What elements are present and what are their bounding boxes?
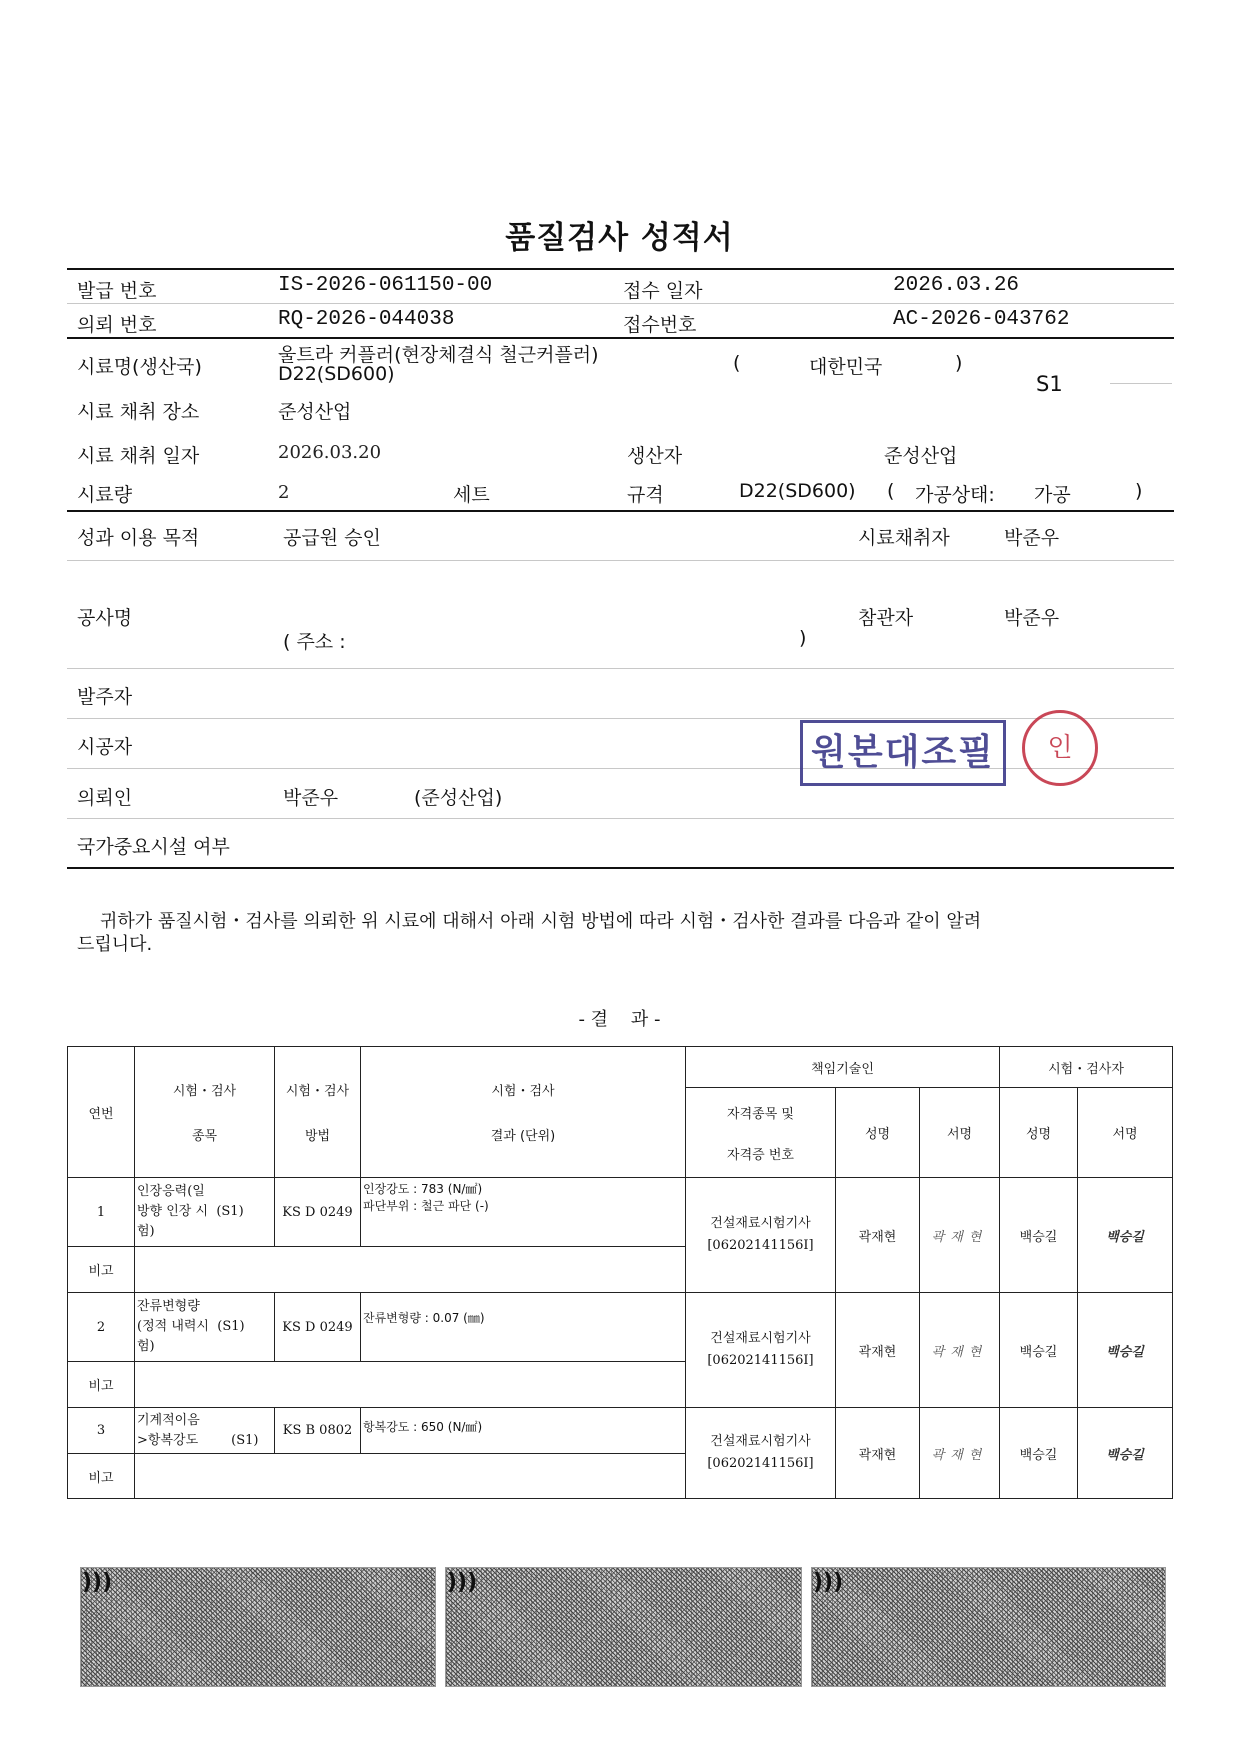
row-item-line1: 기계적이음 — [137, 1412, 200, 1428]
country-open-paren: ( — [733, 352, 741, 374]
row-result-line2: 파단부위 : 철근 파단 (-) — [363, 1199, 489, 1213]
row-result-line1: 항복강도 : 650 (N/㎟) — [363, 1420, 483, 1434]
requester-company: (준성산업) — [414, 787, 503, 809]
row-item-line3: 험) — [137, 1224, 155, 1239]
observer-value: 박준우 — [1004, 607, 1060, 629]
request-no-value: RQ-2026-044038 — [278, 308, 455, 331]
remark-value — [135, 1454, 686, 1499]
requester-label: 의뢰인 — [77, 787, 133, 809]
row-item-line1: 잔류변형량 — [137, 1299, 200, 1314]
country-close-paren: ) — [955, 352, 963, 374]
code-mark-icon-1: ))) — [82, 1570, 113, 1595]
sample-place-label: 시료 채취 장소 — [77, 401, 200, 423]
issue-no-label: 발급 번호 — [77, 280, 157, 302]
row-item-line2: (정적 내력시 (S1) — [137, 1319, 245, 1334]
purpose-value: 공급원 승인 — [283, 527, 381, 549]
resp-sign-header: 서명 — [920, 1088, 1000, 1178]
remark-label: 비고 — [68, 1454, 135, 1499]
address-open: ( 주소 : — [283, 631, 346, 653]
remark-label: 비고 — [68, 1362, 135, 1408]
row-tester-name: 백승길 — [1000, 1408, 1078, 1499]
row-qual-line1: 건설재료시험기사 — [710, 1331, 811, 1346]
row-qual — [686, 1408, 836, 1499]
row-resp-signature: 곽재현 — [920, 1293, 1000, 1408]
row-item-line2: 방향 인장 시 (S1) — [137, 1204, 244, 1219]
project-label: 공사명 — [77, 607, 133, 629]
receipt-date-value: 2026.03.26 — [893, 274, 1020, 297]
process-value: 가공 — [1034, 484, 1071, 506]
sampler-label: 시료채취자 — [858, 527, 950, 549]
row-resp-name: 곽재현 — [836, 1178, 920, 1293]
row-item-line3: 험) — [137, 1339, 155, 1354]
row-result-line1: 인장강도 : 783 (N/㎟) — [363, 1182, 483, 1196]
resp-name-header: 성명 — [836, 1088, 920, 1178]
contractor-label: 시공자 — [77, 736, 133, 758]
col-item-header-top: 시험・검사 — [172, 1084, 237, 1099]
notice-line1: 귀하가 품질시험・검사를 의뢰한 위 시료에 대해서 아래 시험 방법에 따라 시험・검사한 결과를 다음과 같이 알려 — [100, 911, 982, 932]
code-mark-icon-2: ))) — [447, 1570, 478, 1595]
purpose-rule — [67, 560, 1174, 561]
sample-qty-value: 2 — [278, 482, 290, 503]
row-qual-line1: 건설재료시험기사 — [710, 1434, 811, 1449]
tester-header: 시험・검사자 — [1000, 1047, 1173, 1088]
row-resp-name: 곽재현 — [836, 1408, 920, 1499]
spec-label: 규격 — [627, 484, 664, 506]
row-qual — [686, 1293, 836, 1408]
header-mid-rule — [67, 303, 1174, 304]
sample-date-label: 시료 채취 일자 — [77, 445, 200, 467]
row-resp-signature: 곽재현 — [920, 1408, 1000, 1499]
row-no: 1 — [68, 1178, 135, 1247]
receipt-no-value: AC-2026-043762 — [893, 308, 1070, 331]
row-result — [361, 1293, 686, 1362]
country-value: 대한민국 — [809, 356, 883, 378]
info-bottom-rule — [67, 867, 1174, 869]
row-qual-line2: [06202141156I] — [707, 1238, 814, 1253]
row-method: KS B 0802 — [275, 1408, 361, 1454]
request-no-label: 의뢰 번호 — [77, 314, 157, 336]
producer-label: 생산자 — [627, 445, 683, 467]
col-item-header — [135, 1047, 275, 1178]
address-close: ) — [799, 627, 807, 649]
sample-place-value: 준성산업 — [278, 401, 352, 423]
receipt-no-label: 접수번호 — [623, 314, 697, 336]
notice-line2: 드립니다. — [77, 934, 153, 955]
qual-header — [686, 1088, 836, 1178]
row-item-line2: >항복강도 (S1) — [137, 1432, 259, 1448]
row-no: 2 — [68, 1293, 135, 1362]
national-facility-label: 국가중요시설 여부 — [77, 836, 230, 858]
row-item-line1: 인장응력(일 — [137, 1184, 205, 1199]
producer-value: 준성산업 — [884, 445, 958, 467]
project-rule — [67, 668, 1174, 669]
sample-name-line1: 울트라 커플러(현장체결식 철근커플러) — [278, 344, 599, 366]
row-result — [361, 1408, 686, 1454]
row-qual — [686, 1178, 836, 1293]
sampler-value: 박준우 — [1004, 527, 1060, 549]
sample-date-value: 2026.03.20 — [278, 442, 382, 463]
purpose-label: 성과 이용 목적 — [77, 527, 200, 549]
official-seal: 인 — [1022, 710, 1098, 786]
results-heading: - 결 과 - — [578, 1009, 661, 1030]
row-qual-line2: [06202141156I] — [707, 1456, 814, 1471]
row-item — [135, 1178, 275, 1247]
remark-value — [135, 1362, 686, 1408]
sample-qty-label: 시료량 — [77, 484, 133, 506]
row-method: KS D 0249 — [275, 1293, 361, 1362]
process-open-paren: ( — [887, 480, 895, 502]
spec-value: D22(SD600) — [739, 480, 856, 502]
row-qual-line2: [06202141156I] — [707, 1353, 814, 1368]
col-method-header-bottom: 방법 — [304, 1129, 331, 1144]
table-row — [68, 1178, 1173, 1247]
qual-header-bottom: 자격증 번호 — [727, 1147, 794, 1163]
sample-qty-unit: 세트 — [453, 484, 490, 506]
issue-no-value: IS-2026-061150-00 — [278, 274, 493, 297]
observer-label: 참관자 — [858, 607, 914, 629]
row-tester-signature: 백승길 — [1078, 1408, 1173, 1499]
client-label: 발주자 — [77, 686, 133, 708]
header-bottom-rule — [67, 337, 1174, 339]
contractor-rule — [67, 768, 1174, 769]
code-mark-icon-3: ))) — [813, 1570, 844, 1595]
row-resp-signature: 곽재현 — [920, 1178, 1000, 1293]
sample-code: S1 — [1036, 372, 1063, 396]
col-result-header-top: 시험・검사 — [491, 1084, 555, 1099]
row-resp-name: 곽재현 — [836, 1293, 920, 1408]
row-tester-name: 백승길 — [1000, 1293, 1078, 1408]
process-close-paren: ) — [1135, 480, 1143, 502]
sample-bottom-rule — [67, 510, 1174, 512]
col-method-header — [275, 1047, 361, 1178]
row-result — [361, 1178, 686, 1247]
row-tester-signature: 백승길 — [1078, 1293, 1173, 1408]
row-qual-line1: 건설재료시험기사 — [710, 1216, 811, 1231]
row-item — [135, 1408, 275, 1454]
results-table — [67, 1046, 1173, 1499]
document-title: 품질검사 성적서 — [505, 220, 734, 256]
sample-name-label: 시료명(생산국) — [77, 356, 202, 378]
process-label: 가공상태: — [915, 484, 995, 506]
col-no-header: 연번 — [68, 1047, 135, 1178]
table-row — [68, 1293, 1173, 1362]
receipt-date-label: 접수 일자 — [623, 280, 703, 302]
row-tester-signature: 백승길 — [1078, 1178, 1173, 1293]
col-item-header-bottom: 종목 — [191, 1129, 218, 1144]
col-result-header-bottom: 결과 (단위) — [490, 1129, 556, 1144]
security-code-2 — [445, 1567, 802, 1687]
security-code-1 — [80, 1567, 436, 1687]
requester-value: 박준우 — [283, 787, 339, 809]
original-copy-stamp: 원본대조필 — [800, 720, 1006, 786]
sample-name-line2: D22(SD600) — [278, 363, 395, 385]
tester-sign-header: 서명 — [1078, 1088, 1173, 1178]
remark-label: 비고 — [68, 1247, 135, 1293]
client-rule — [67, 718, 1174, 719]
row-result-line1: 잔류변형량 : 0.07 (㎜) — [363, 1311, 485, 1325]
responsible-header: 책임기술인 — [686, 1047, 1000, 1088]
requester-rule — [67, 818, 1174, 819]
header-top-rule — [67, 268, 1174, 270]
table-row — [68, 1408, 1173, 1454]
remark-value — [135, 1247, 686, 1293]
row-tester-name: 백승길 — [1000, 1178, 1078, 1293]
row-method: KS D 0249 — [275, 1178, 361, 1247]
row-item — [135, 1293, 275, 1362]
row-no: 3 — [68, 1408, 135, 1454]
col-result-header — [361, 1047, 686, 1178]
col-method-header-top: 시험・검사 — [285, 1084, 350, 1099]
security-code-3 — [811, 1567, 1166, 1687]
qual-header-top: 자격종목 및 — [727, 1106, 794, 1122]
tester-name-header: 성명 — [1000, 1088, 1078, 1178]
code-rule — [1110, 383, 1172, 384]
